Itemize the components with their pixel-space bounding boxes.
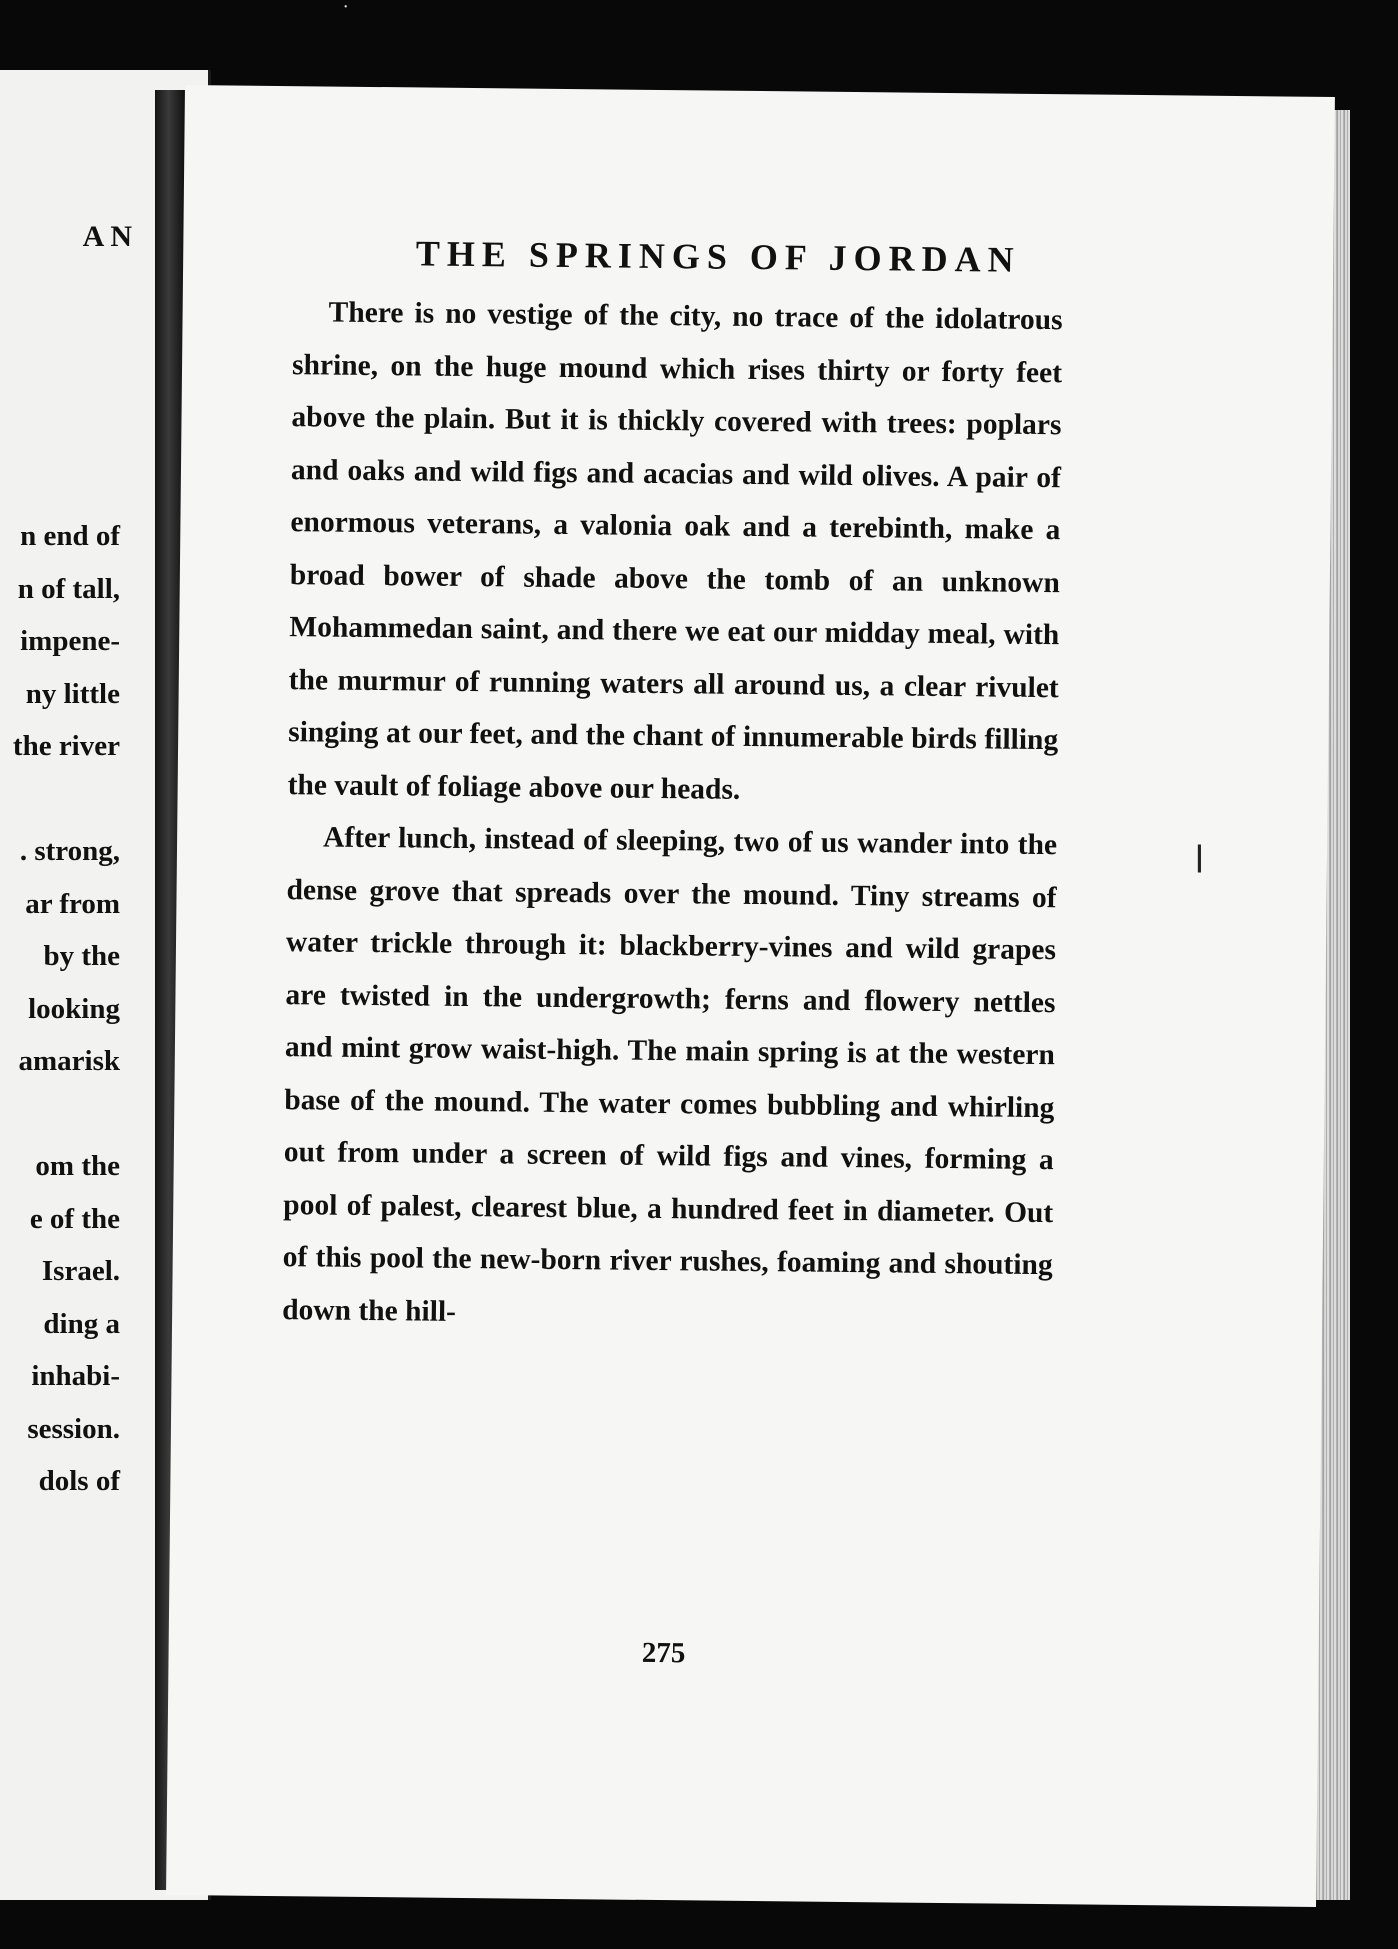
left-line: . strong, (19, 835, 120, 867)
left-line: ar from (25, 887, 120, 920)
page-number: 275 (641, 1636, 686, 1670)
left-line: ny little (25, 677, 120, 710)
left-line: the river (12, 730, 120, 762)
paragraph: After lunch, instead of sleeping, two of us wander into the dense grove that spreads over the mound. Tiny streams of water trickle through it: blackberry-vines and wild grapes are twisted in the undergrowth; ferns and flowery nettles and mint grow waist-high. The main spring is at the western base of the mound. The water comes bubbling and whirling out from under a screen of wild figs and vines, forming a pool of palest, clearest blue, a hundred feet in diameter. Out of this pool the new-born river rushes, foaming and shouting down the hill- (282, 821, 1058, 1328)
left-line: om the (35, 1150, 120, 1182)
left-line: n of tall, (17, 572, 120, 605)
left-line: ding a (43, 1307, 120, 1340)
left-line: looking (28, 992, 120, 1025)
left-line-gap (0, 1088, 120, 1141)
body-text (282, 286, 1063, 1670)
left-text-fragments (0, 510, 120, 1508)
left-line: session. (27, 1412, 120, 1445)
left-line: amarisk (18, 1045, 120, 1077)
right-page (166, 85, 1335, 1907)
left-line-gap (0, 773, 120, 826)
paragraph: There is no vestige of the city, no trace of the idolatrous shrine, on the huge mound which rises thirty or forty feet above the plain. But it is thickly covered with trees: poplars and oaks and wild figs and acacias and wild olives. A pair of enormous veterans, a valonia oak and a terebinth, make a broad bower of shade above the tomb of an unknown Mohammedan saint, and there we eat our midday meal, with the murmur of running waters all around us, a clear rivulet singing at our feet, and the chant of innumerable birds filling the vault of foliage above our heads. (287, 296, 1063, 806)
tack-mark-icon: ˙ (342, 0, 350, 25)
margin-mark-icon: ǀ (1194, 836, 1204, 882)
left-line: by the (43, 940, 120, 972)
left-line: impene- (20, 625, 120, 657)
left-line: Israel. (41, 1255, 120, 1287)
left-line: inhabi- (31, 1360, 120, 1392)
left-running-head: AN (82, 220, 138, 253)
left-line: n end of (20, 520, 120, 552)
running-head: THE SPRINGS OF JORDAN (415, 233, 1021, 280)
left-line: e of the (29, 1202, 120, 1235)
left-line: dols of (38, 1465, 120, 1497)
